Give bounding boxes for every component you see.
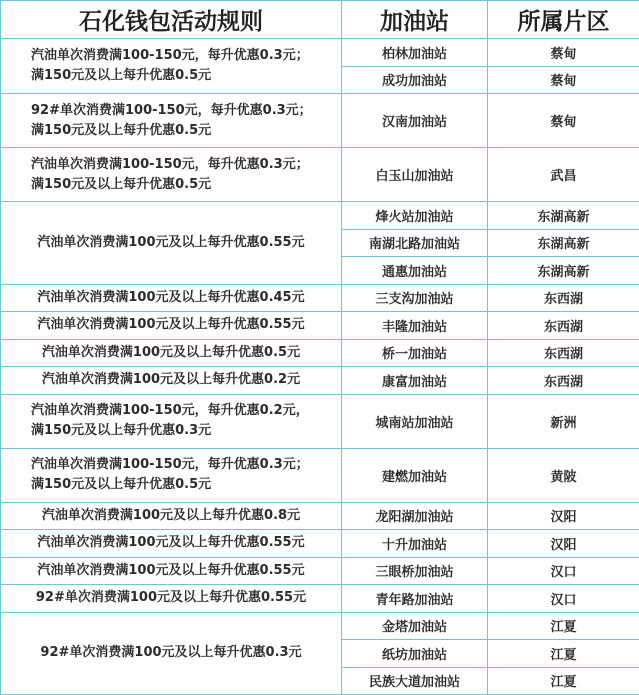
rule-cell — [1, 530, 342, 558]
station-cell: 三眼桥加油站 — [342, 557, 488, 585]
station-cell: 烽火站加油站 — [342, 202, 488, 230]
station-cell: 青年路加油站 — [342, 585, 488, 613]
area-cell: 汉口 — [488, 557, 639, 585]
rule-cell — [1, 312, 342, 340]
rule-line: 汽油单次消费满100元及以上每升优惠0.2元 — [5, 370, 337, 390]
table-row — [1, 339, 639, 367]
station-cell: 三支沟加油站 — [342, 284, 488, 312]
table-body — [1, 39, 639, 695]
rule-cell — [1, 94, 342, 148]
rule-line: 汽油单次消费满100-150元，每升优惠0.3元； — [31, 155, 337, 175]
area-cell: 东湖高新 — [488, 229, 639, 257]
rule-line: 满150元及以上每升优惠0.5元 — [31, 175, 337, 195]
area-cell: 江夏 — [488, 667, 639, 695]
rule-line: 汽油单次消费满100元及以上每升优惠0.45元 — [5, 288, 337, 308]
table-row — [1, 612, 639, 640]
table-row — [1, 312, 639, 340]
rule-line: 满150元及以上每升优惠0.5元 — [31, 66, 337, 86]
header-row — [1, 1, 639, 39]
rule-line: 汽油单次消费满100-150元，每升优惠0.2元， — [31, 401, 337, 421]
area-cell: 江夏 — [488, 640, 639, 668]
rule-cell — [1, 502, 342, 530]
station-cell: 民族大道加油站 — [342, 667, 488, 695]
area-cell: 东西湖 — [488, 312, 639, 340]
area-cell: 黄陂 — [488, 448, 639, 502]
rule-cell — [1, 367, 342, 395]
station-cell: 康富加油站 — [342, 367, 488, 395]
rule-cell — [1, 557, 342, 585]
area-cell: 汉阳 — [488, 530, 639, 558]
area-cell: 江夏 — [488, 612, 639, 640]
rule-line: 满150元及以上每升优惠0.5元 — [31, 121, 337, 141]
rule-line: 汽油单次消费满100元及以上每升优惠0.5元 — [5, 343, 337, 363]
header-area: 所属片区 — [488, 1, 639, 39]
rule-line: 汽油单次消费满100元及以上每升优惠0.55元 — [5, 533, 337, 553]
area-cell: 武昌 — [488, 148, 639, 202]
table-row — [1, 394, 639, 448]
rule-line: 汽油单次消费满100元及以上每升优惠0.55元 — [5, 233, 337, 253]
area-cell: 东西湖 — [488, 339, 639, 367]
rule-cell — [1, 202, 342, 285]
station-cell: 十升加油站 — [342, 530, 488, 558]
station-cell: 南湖北路加油站 — [342, 229, 488, 257]
table-row — [1, 530, 639, 558]
rule-line: 汽油单次消费满100元及以上每升优惠0.55元 — [5, 315, 337, 335]
rule-line: 92#单次消费满100-150元，每升优惠0.3元； — [31, 101, 337, 121]
table-row — [1, 448, 639, 502]
station-cell: 通惠加油站 — [342, 257, 488, 285]
station-cell: 纸坊加油站 — [342, 640, 488, 668]
table-row — [1, 502, 639, 530]
station-cell: 桥一加油站 — [342, 339, 488, 367]
rule-cell — [1, 339, 342, 367]
table-row — [1, 585, 639, 613]
station-cell: 柏林加油站 — [342, 39, 488, 67]
area-cell: 新洲 — [488, 394, 639, 448]
rule-cell — [1, 284, 342, 312]
table-row — [1, 284, 639, 312]
station-cell: 白玉山加油站 — [342, 148, 488, 202]
rule-line: 汽油单次消费满100元及以上每升优惠0.8元 — [5, 506, 337, 526]
rule-cell — [1, 612, 342, 695]
area-cell: 蔡甸 — [488, 66, 639, 94]
rule-line: 满150元及以上每升优惠0.3元 — [31, 421, 337, 441]
station-cell: 成功加油站 — [342, 66, 488, 94]
rule-line: 92#单次消费满100元及以上每升优惠0.3元 — [5, 643, 337, 663]
area-cell: 东湖高新 — [488, 257, 639, 285]
area-cell: 蔡甸 — [488, 39, 639, 67]
area-cell: 东湖高新 — [488, 202, 639, 230]
area-cell: 东西湖 — [488, 367, 639, 395]
rule-line: 92#单次消费满100元及以上每升优惠0.55元 — [5, 588, 337, 608]
header-station: 加油站 — [342, 1, 488, 39]
rule-line: 汽油单次消费满100-150元，每升优惠0.3元； — [31, 455, 337, 475]
rule-line: 满150元及以上每升优惠0.5元 — [31, 475, 337, 495]
station-cell: 汉南加油站 — [342, 94, 488, 148]
table-row — [1, 367, 639, 395]
rule-cell — [1, 39, 342, 94]
station-cell: 建燃加油站 — [342, 448, 488, 502]
station-cell: 城南站加油站 — [342, 394, 488, 448]
station-cell: 丰隆加油站 — [342, 312, 488, 340]
table-row — [1, 202, 639, 230]
table-row — [1, 557, 639, 585]
station-cell: 龙阳湖加油站 — [342, 502, 488, 530]
area-cell: 汉口 — [488, 585, 639, 613]
rule-cell — [1, 394, 342, 448]
table-row — [1, 148, 639, 202]
table-row — [1, 39, 639, 67]
area-cell: 东西湖 — [488, 284, 639, 312]
rule-cell — [1, 148, 342, 202]
station-cell: 金塔加油站 — [342, 612, 488, 640]
area-cell: 蔡甸 — [488, 94, 639, 148]
rule-cell — [1, 448, 342, 502]
rule-line: 汽油单次消费满100元及以上每升优惠0.55元 — [5, 561, 337, 581]
table-row — [1, 94, 639, 148]
rule-cell — [1, 585, 342, 613]
header-rule: 石化钱包活动规则 — [1, 1, 342, 39]
area-cell: 汉阳 — [488, 502, 639, 530]
rule-line: 汽油单次消费满100-150元，每升优惠0.3元； — [31, 46, 337, 66]
